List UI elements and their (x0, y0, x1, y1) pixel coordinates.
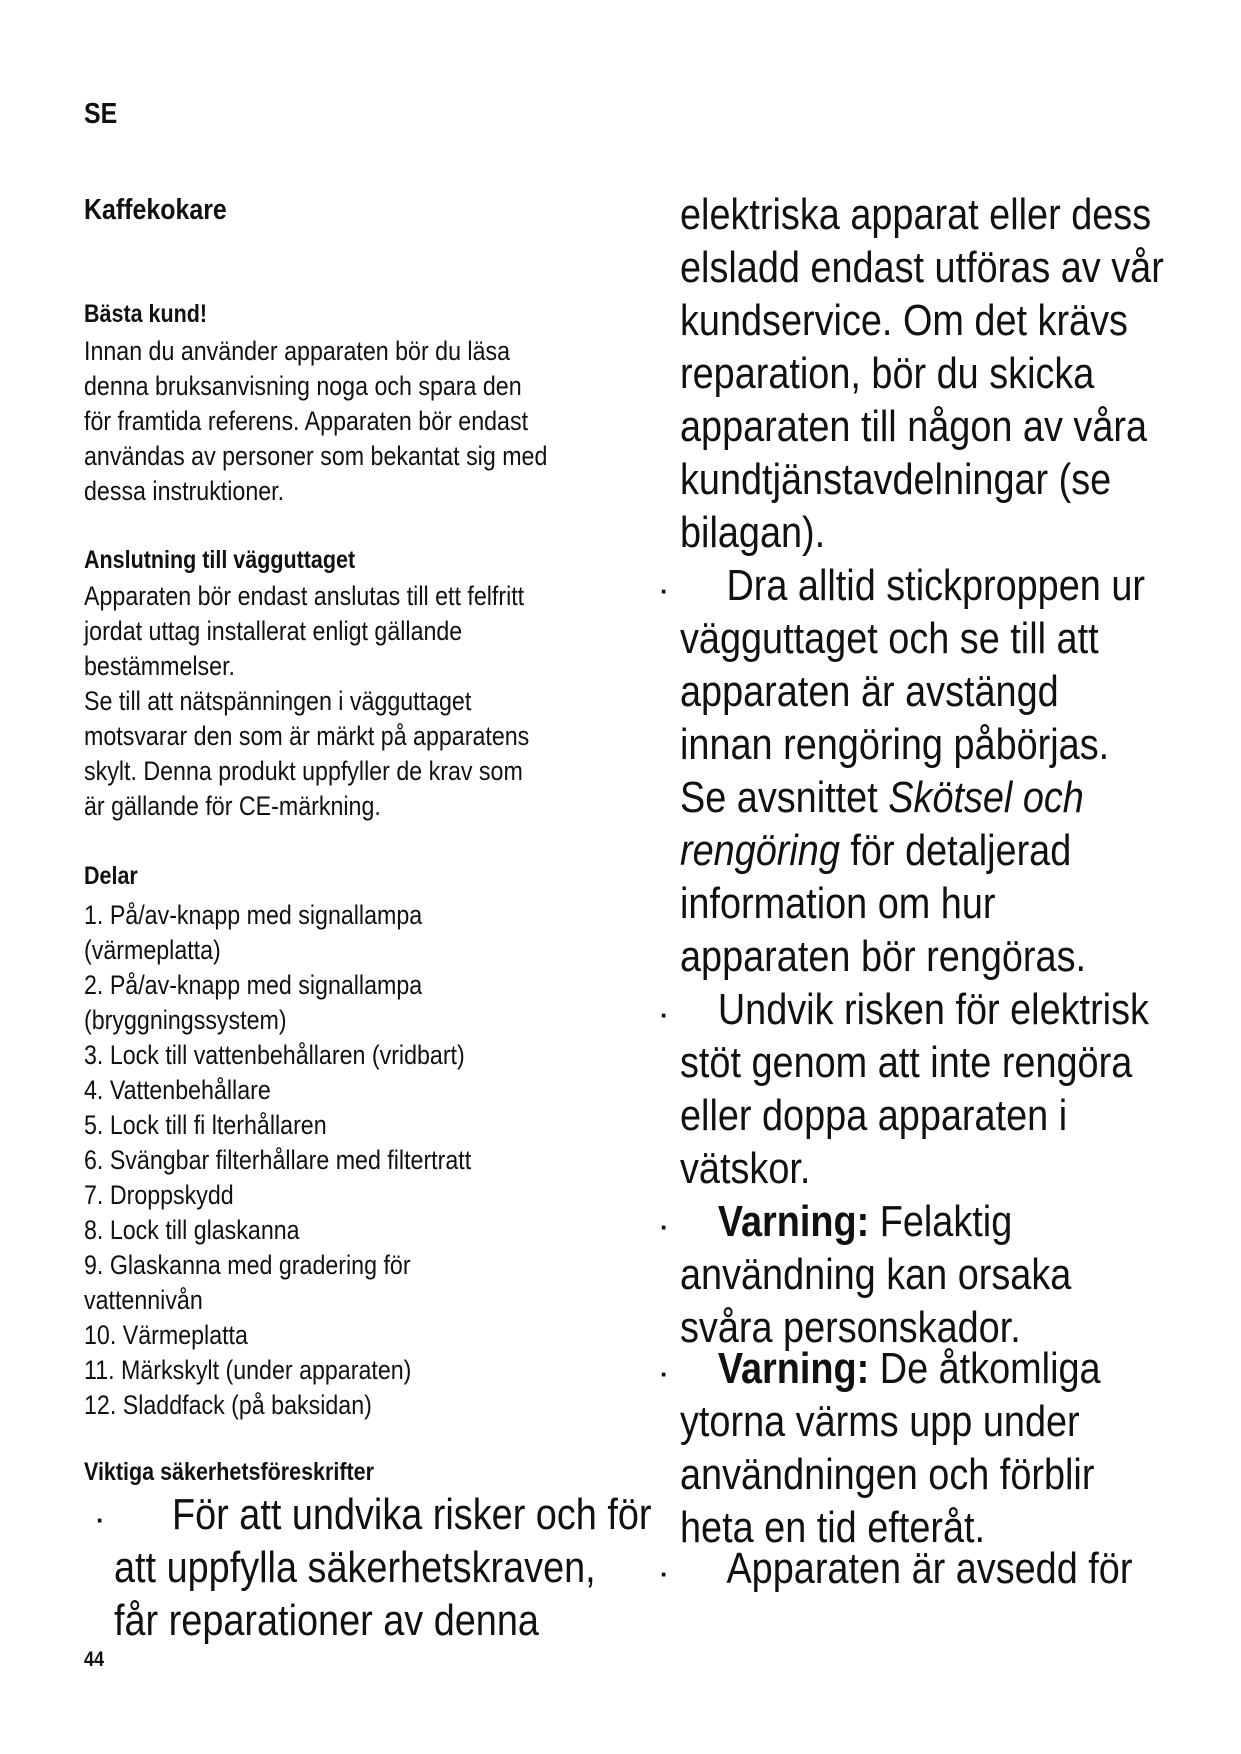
bullet-icon: · (660, 576, 669, 606)
list-item: 1. På/av-knapp med signallampa (84, 900, 423, 930)
page-title: Kaffekokare (84, 194, 227, 226)
bullet-icon: · (660, 1000, 669, 1030)
connection-heading: Anslutning till vägguttaget (84, 546, 356, 574)
list-item: 11. Märkskylt (under apparaten) (84, 1355, 412, 1385)
list-item: 10. Värmeplatta (84, 1320, 248, 1350)
list-item: 9. Glaskanna med gradering för (84, 1250, 411, 1280)
list-item: 5. Lock till fi lterhållaren (84, 1110, 327, 1140)
safety-text-line: att uppfylla säkerhetskraven, (114, 1543, 596, 1592)
safety-bullet-intended-use: Apparaten är avsedd för (726, 1544, 1133, 1593)
list-item: (bryggningssystem) (84, 1005, 287, 1035)
intro-text: Innan du använder apparaten bör du läsa denna bruksanvisning noga och spara den för framtida referens. Apparaten bör endast användas av personer som bekantat sig med dessa instruktioner. (84, 336, 548, 506)
list-item: 4. Vattenbehållare (84, 1075, 271, 1105)
safety-bullet-shock: Undvik risken för elektrisk stöt genom att inte rengöra eller doppa apparaten i vätskor. (680, 985, 1149, 1193)
list-item: 7. Droppskydd (84, 1180, 234, 1210)
bullet-icon: · (660, 1212, 669, 1242)
bullet-icon: · (660, 1559, 669, 1589)
safety-bullet-unplug: Dra alltid stickproppen ur vägguttaget och se till att apparaten är avstängd innan rengöring påbörjas. Se avsnittet Skötsel och rengöring för detaljerad information om hur apparaten bör rengöras. (680, 561, 1145, 981)
list-item: vattennivån (84, 1285, 203, 1315)
list-item: (värmeplatta) (84, 935, 221, 965)
safety-bullet-warning-misuse: Varning: Felaktig användning kan orsaka svåra personskador. (680, 1197, 1072, 1352)
bullet-icon: · (96, 1505, 105, 1535)
list-item: 3. Lock till vattenbehållaren (vridbart) (84, 1040, 465, 1070)
safety-text-line: får reparationer av denna (114, 1596, 539, 1645)
bullet-icon: · (660, 1359, 669, 1389)
intro-heading: Bästa kund! (84, 300, 208, 328)
list-item: 2. På/av-knapp med signallampa (84, 970, 423, 1000)
list-item: 12. Sladdfack (på baksidan) (84, 1390, 372, 1420)
safety-paragraph-continued: elektriska apparat eller dess elsladd endast utföras av vår kundservice. Om det krävs reparation, bör du skicka apparaten till någon av våra kundtjänstavdelningar (se bilagan). (680, 190, 1164, 557)
safety-heading: Viktiga säkerhetsföreskrifter (84, 1458, 375, 1486)
safety-bullet-warning-hot: Varning: De åtkomliga ytorna värms upp under användningen och förblir heta en tid efteråt. (680, 1344, 1101, 1552)
list-item: 6. Svängbar filterhållare med filtertratt (84, 1145, 472, 1175)
safety-text-line: För att undvika risker och för (172, 1490, 652, 1539)
page-number: 44 (84, 1648, 105, 1671)
parts-heading: Delar (84, 862, 138, 890)
list-item: 8. Lock till glaskanna (84, 1215, 300, 1245)
language-code: SE (84, 98, 118, 130)
connection-text: Apparaten bör endast anslutas till ett felfritt jordat uttag installerat enligt gällande bestämmelser. Se till att nätspänningen i vägguttaget motsvarar den som är märkt på apparatens skylt. Denna produkt uppfyller de krav som är gällande för CE-märkning. (84, 581, 530, 821)
